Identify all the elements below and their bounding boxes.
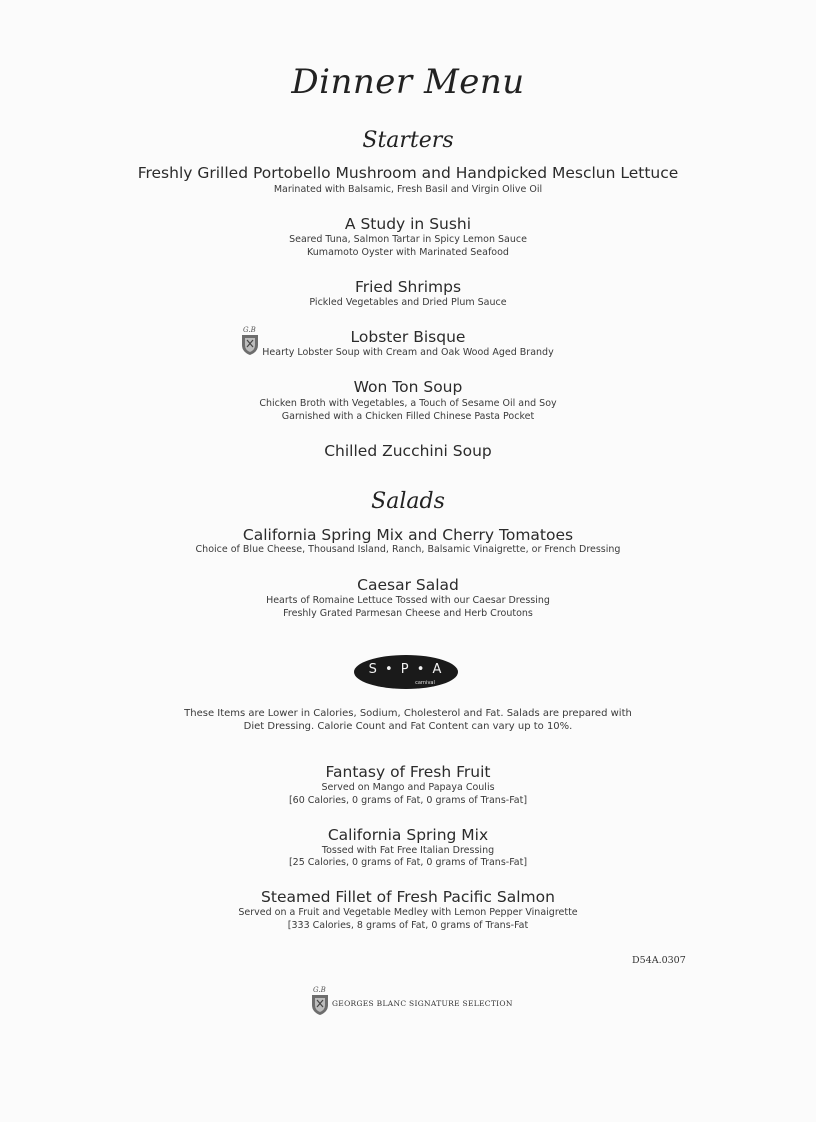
dish-name: Fantasy of Fresh Fruit	[325, 763, 491, 781]
dish-name: Freshly Grilled Portobello Mushroom and Handpicked Mesclun Lettuce	[137, 164, 679, 182]
dish-description: Marinated with Balsamic, Fresh Basil and Virgin Olive Oil	[273, 184, 543, 195]
spa-carnival-logo	[353, 654, 459, 690]
dish-name: Steamed Fillet of Fresh Pacific Salmon	[261, 888, 555, 906]
menu-title: Dinner Menu	[291, 62, 525, 102]
dish-description: Tossed with Fat Free Italian Dressing	[321, 845, 495, 856]
dish-description: Freshly Grated Parmesan Cheese and Herb Croutons	[283, 608, 533, 619]
spa-note: Diet Dressing. Calorie Count and Fat Content can vary up to 10%.	[243, 721, 573, 732]
dish-name: Won Ton Soup	[353, 378, 463, 396]
menu-code: D54A.0307	[632, 955, 686, 966]
section-heading-starters: Starters	[362, 128, 454, 153]
dish-description: Pickled Vegetables and Dried Plum Sauce	[309, 297, 507, 308]
dish-name: Fried Shrimps	[354, 278, 462, 296]
dish-description: Choice of Blue Cheese, Thousand Island, Ranch, Balsamic Vinaigrette, or French Dressing	[195, 544, 621, 555]
dish-description: Hearty Lobster Soup with Cream and Oak Wood Aged Brandy	[262, 347, 554, 358]
dish-nutrition: [60 Calories, 0 grams of Fat, 0 grams of Trans-Fat]	[288, 795, 528, 806]
dish-description: Kumamoto Oyster with Marinated Seafood	[307, 247, 509, 258]
svg-text:G.B: G.B	[243, 326, 256, 334]
dish-description: Chicken Broth with Vegetables, a Touch of Sesame Oil and Soy	[259, 398, 557, 409]
spa-logo-text: S • P • A	[368, 662, 444, 677]
dish-description: Served on a Fruit and Vegetable Medley with Lemon Pepper Vinaigrette	[238, 907, 578, 918]
spa-logo-subtext: carnival	[415, 680, 435, 686]
dish-description: Garnished with a Chicken Filled Chinese Pasta Pocket	[281, 411, 535, 422]
dish-name: California Spring Mix and Cherry Tomatoes	[242, 526, 574, 544]
dish-description: Served on Mango and Papaya Coulis	[321, 782, 495, 793]
dish-nutrition: [333 Calories, 8 grams of Fat, 0 grams of Trans-Fat	[287, 920, 529, 931]
footer-signature-selection: GEORGES BLANC SIGNATURE SELECTION	[332, 999, 513, 1008]
svg-text:G.B: G.B	[313, 986, 326, 994]
dish-name: California Spring Mix	[327, 826, 489, 844]
section-heading-salads: Salads	[371, 489, 445, 514]
dish-description: Seared Tuna, Salmon Tartar in Spicy Lemon Sauce	[289, 234, 527, 245]
spa-note: These Items are Lower in Calories, Sodium, Cholesterol and Fat. Salads are prepared with	[184, 708, 632, 719]
dish-name: A Study in Sushi	[344, 215, 472, 233]
dish-nutrition: [25 Calories, 0 grams of Fat, 0 grams of Trans-Fat]	[288, 857, 528, 868]
dish-name: Lobster Bisque	[350, 328, 466, 346]
dish-description: Hearts of Romaine Lettuce Tossed with our Caesar Dressing	[266, 595, 550, 606]
dish-name: Caesar Salad	[357, 576, 459, 594]
dish-name: Chilled Zucchini Soup	[324, 442, 492, 460]
georges-blanc-crest-icon	[310, 985, 330, 1015]
